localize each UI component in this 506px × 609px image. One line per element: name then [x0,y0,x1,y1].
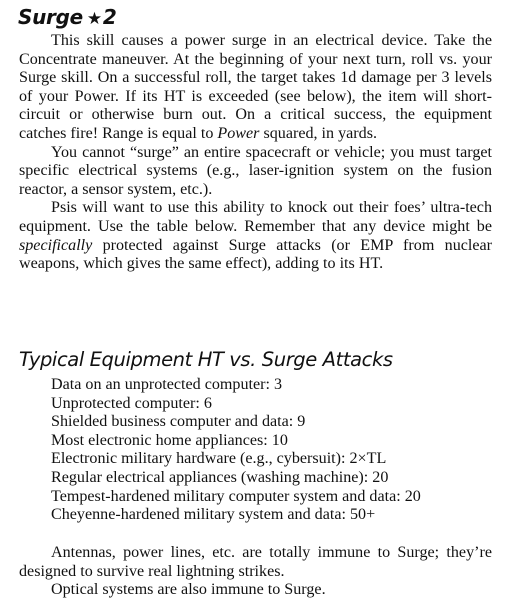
paragraph-mechanics: This skill causes a power surge in an electrical device. Take the Concentrate maneuver. At the beginning of your next turn, roll vs. your Surge skill. On a successful roll, the target takes 1d damage per 3 levels of your Power. If its HT is exceeded (see below), the item will short-circuit or otherwise burn out. On a critical success, the equipment catches fire! Range is equal to Power squared, in yards. [19,32,492,142]
emphasis-power: Power [217,124,260,142]
skill-cost: 2 [102,5,117,29]
list-item: Shielded business computer and data: 9 [51,413,306,431]
skill-description [19,32,492,274]
note-antennas: Antennas, power lines, etc. are totally immune to Surge; they’re designed to survive real lightning strikes. [19,544,492,580]
skill-name: Surge [18,5,83,29]
equipment-ht-list [51,376,421,525]
immunity-notes [19,544,492,600]
list-item: Data on an unprotected computer: 3 [51,376,283,393]
table-title: Typical Equipment HT vs. Surge Attacks [19,348,393,371]
list-item: Most electronic home appliances: 10 [51,431,288,449]
list-item: Tempest-hardened military computer system and data: 20 [51,487,421,505]
star-icon: ★ [86,9,102,29]
paragraph-protection: Psis will want to use this ability to knock out their foes’ ultra-tech equipment. Use the table below. Remember that any device might be specifically protected against Surge attacks (or EMP from nuclear weapons, which gives the same effect), adding to its HT. [19,199,492,273]
note-optical: Optical systems are also immune to Surge. [51,581,326,599]
list-item: Electronic military hardware (e.g., cybersuit): 2×TL [51,450,387,468]
emphasis-specifically: specifically [19,236,93,254]
list-item: Cheyenne-hardened military system and data: 50+ [51,506,376,524]
list-item: Regular electrical appliances (washing machine): 20 [51,468,389,486]
list-item: Unprotected computer: 6 [51,394,212,412]
skill-heading [18,6,116,30]
paragraph-vehicles: You cannot “surge” an entire spacecraft or vehicle; you must target specific electrical systems (e.g., laser-ignition system on the fusion reactor, a sensor system, etc.). [19,143,492,198]
